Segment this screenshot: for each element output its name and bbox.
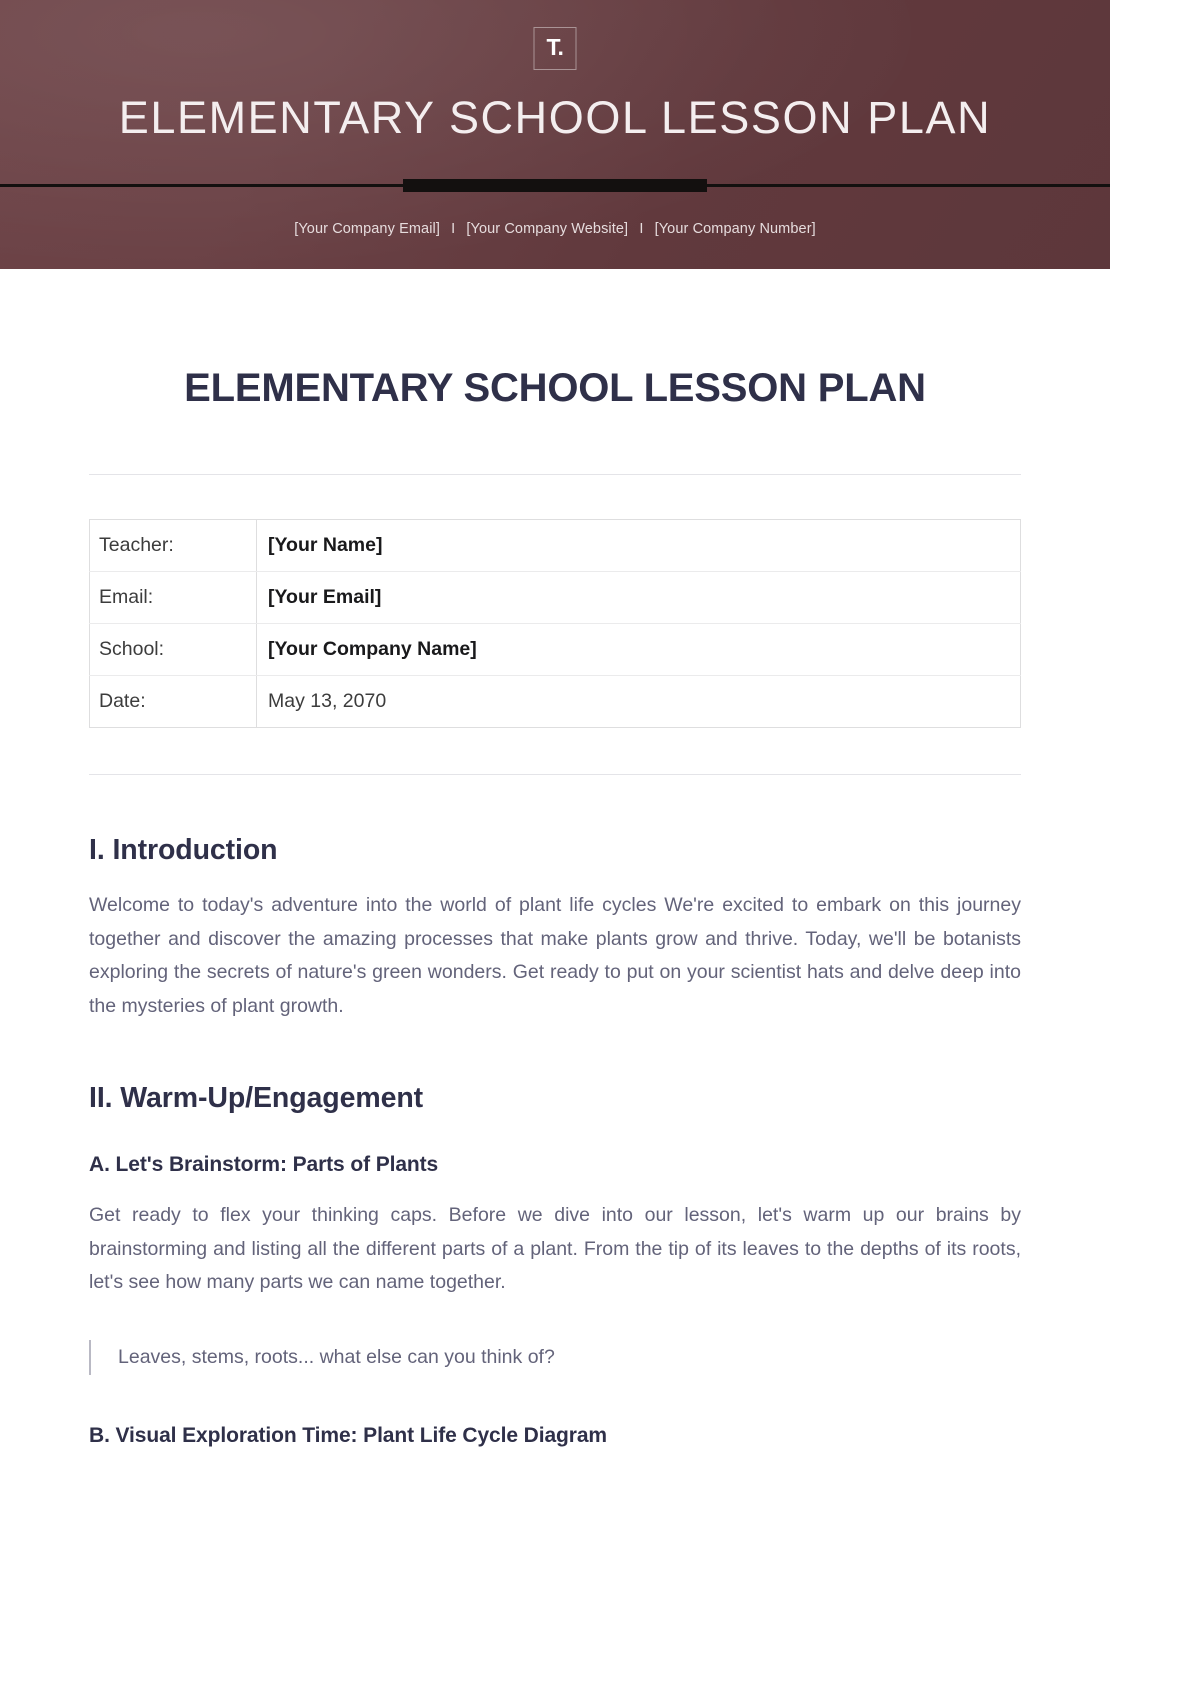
row-edge-mask — [946, 520, 1020, 571]
info-label-email: Email: — [90, 572, 257, 624]
banner-rule-thick — [403, 179, 707, 192]
layout-spacer — [89, 1375, 1021, 1424]
info-value-teacher-text: [Your Name] — [268, 534, 383, 556]
lesson-info-table — [89, 519, 1021, 728]
info-value-school[interactable] — [257, 624, 1021, 676]
info-value-school-text: [Your Company Name] — [268, 638, 477, 660]
info-label-date: Date: — [90, 676, 257, 728]
info-value-date-text: May 13, 2070 — [268, 690, 387, 712]
logo-label: T. — [546, 34, 564, 60]
subsection-heading-brainstorm: A. Let's Brainstorm: Parts of Plants — [89, 1153, 439, 1177]
section-heading-warmup: II. Warm-Up/Engagement — [89, 1082, 424, 1115]
document-body — [0, 269, 1110, 1448]
table-row — [90, 676, 1021, 728]
banner-contact-line — [0, 221, 1110, 237]
info-value-email-text: [Your Email] — [268, 586, 382, 608]
brainstorm-blockquote: Leaves, stems, roots... what else can you think of? — [89, 1340, 1021, 1376]
row-edge-mask — [946, 572, 1020, 623]
contact-separator-2: I — [639, 221, 644, 237]
document-header-banner — [0, 0, 1110, 269]
contact-website: [Your Company Website] — [466, 221, 629, 237]
info-value-email[interactable] — [257, 572, 1021, 624]
template-logo-icon — [534, 27, 577, 70]
table-row — [90, 520, 1021, 572]
table-row — [90, 624, 1021, 676]
subsection-body-brainstorm: Get ready to flex your thinking caps. Before we dive into our lesson, let's warm up our brains by brainstorming and listing all the different parts of a plant. From the tip of its leaves to the depths of its roots, let's see how many parts we can name together. — [89, 1204, 1021, 1294]
contact-separator-1: I — [451, 221, 456, 237]
contact-email: [Your Company Email] — [294, 221, 440, 237]
info-label-teacher: Teacher: — [90, 520, 257, 572]
info-value-teacher[interactable] — [257, 520, 1021, 572]
table-row — [90, 572, 1021, 624]
section-heading-introduction: I. Introduction — [89, 834, 278, 866]
info-value-date[interactable] — [257, 676, 1021, 728]
info-label-school: School: — [90, 624, 257, 676]
subsection-heading-visual-exploration: B. Visual Exploration Time: Plant Life Cycle Diagram — [89, 1424, 608, 1448]
row-edge-mask — [946, 624, 1020, 675]
banner-rule — [0, 179, 1110, 193]
contact-number: [Your Company Number] — [654, 221, 816, 237]
title-divider — [89, 474, 1021, 475]
page-title: ELEMENTARY SCHOOL LESSON PLAN — [184, 366, 926, 410]
banner-title: ELEMENTARY SCHOOL LESSON PLAN — [118, 92, 992, 143]
section-body-introduction: Welcome to today's adventure into the world of plant life cycles We're excited to embark on this journey together and discover the amazing processes that make plants grow and thrive. Today, we'll be botanists exploring the secrets of nature's green wonders. Get ready to put on your scientist hats and delve deep into the mysteries of plant growth. — [89, 894, 1021, 1017]
